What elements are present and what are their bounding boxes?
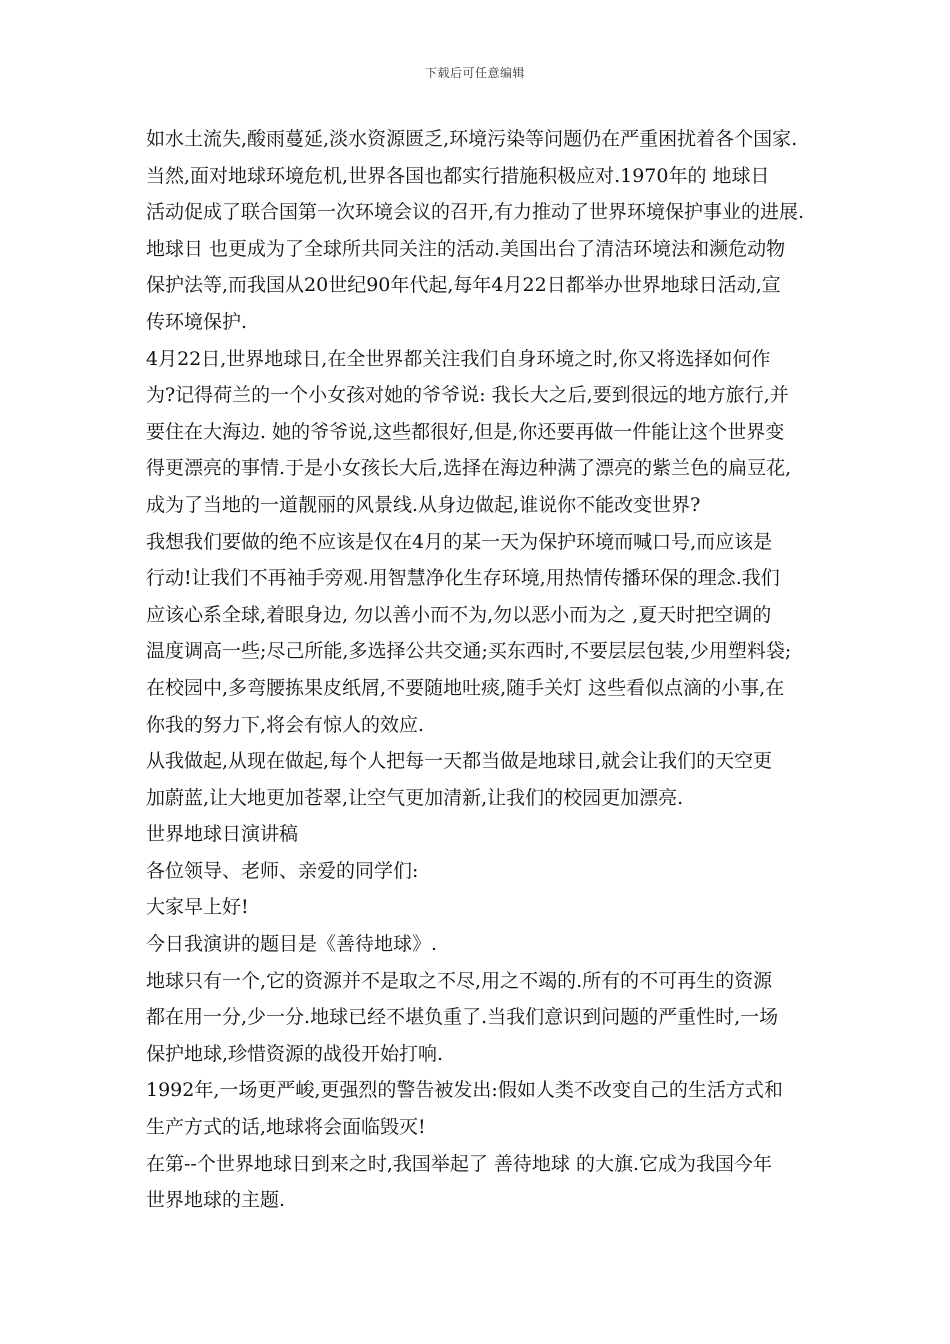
text-line: 世界地球的主题. <box>146 1189 286 1212</box>
text-line: 我想我们要做的绝不应该是仅在4月的某一天为保护环境而喊口号,而应该是 <box>146 530 773 553</box>
text-line: 今日我演讲的题目是《善待地球》. <box>146 933 438 956</box>
text-line: 保护地球,珍惜资源的战役开始打响. <box>146 1042 444 1065</box>
text-line: 4月22日,世界地球日,在全世界都关注我们自身环境之时,你又将选择如何作 <box>146 347 771 370</box>
text-line: 地球日 也更成为了全球所共同关注的活动.美国出台了清洁环境法和濒危动物 <box>146 237 786 260</box>
text-line: 成为了当地的一道靓丽的风景线.从身边做起,谁说你不能改变世界? <box>146 493 701 516</box>
text-line: 应该心系全球,着眼身边, 勿以善小而不为,勿以恶小而为之 ,夏天时把空调的 <box>146 603 772 626</box>
text-line: 从我做起,从现在做起,每个人把每一天都当做是地球日,就会让我们的天空更 <box>146 750 773 773</box>
text-line: 传环境保护. <box>146 310 248 333</box>
text-line: 生产方式的话,地球将会面临毁灭! <box>146 1116 426 1139</box>
text-line: 如水土流失,酸雨蔓延,淡水资源匮乏,环境污染等问题仍在严重困扰着各个国家. <box>146 128 798 150</box>
salutation-line: 各位领导、老师、亲爱的同学们: <box>146 859 419 882</box>
text-line: 为?记得荷兰的一个小女孩对她的爷爷说: 我长大之后,要到很远的地方旅行,并 <box>146 384 789 407</box>
text-line: 要住在大海边. 她的爷爷说,这些都很好,但是,你还要再做一件能让这个世界变 <box>146 420 785 443</box>
text-line: 在校园中,多弯腰拣果皮纸屑,不要随地吐痰,随手关灯 这些看似点滴的小事,在 <box>146 676 785 699</box>
text-line: 在第--个世界地球日到来之时,我国举起了 善待地球 的大旗.它成为我国今年 <box>146 1152 772 1175</box>
text-line: 都在用一分,少一分.地球已经不堪负重了.当我们意识到问题的严重性时,一场 <box>146 1006 779 1029</box>
document-body <box>146 121 822 1219</box>
text-line: 保护法等,而我国从20世纪90年代起,每年4月22日都举办世界地球日活动,宣 <box>146 274 781 297</box>
text-line: 温度调高一些;尽己所能,多选择公共交通;买东西时,不要层层包装,少用塑料袋; <box>146 640 792 663</box>
text-line: 你我的努力下,将会有惊人的效应. <box>146 713 425 736</box>
text-line: 行动!让我们不再袖手旁观.用智慧净化生存环境,用热情传播环保的理念.我们 <box>146 567 780 590</box>
section-heading: 世界地球日演讲稿 <box>146 823 299 846</box>
text-line: 地球只有一个,它的资源并不是取之不尽,用之不竭的.所有的不可再生的资源 <box>146 969 773 992</box>
text-line: 当然,面对地球环境危机,世界各国也都实行措施积极应对.1970年的 地球日 <box>146 164 770 187</box>
text-line: 得更漂亮的事情.于是小女孩长大后,选择在海边种满了漂亮的紫兰色的扁豆花, <box>146 457 792 480</box>
page-header-note: 下载后可任意编辑 <box>424 66 525 80</box>
text-line: 1992年,一场更严峻,更强烈的警告被发出:假如人类不改变自己的生活方式和 <box>146 1079 783 1102</box>
text-line: 活动促成了联合国第一次环境会议的召开,有力推动了世界环境保护事业的进展. <box>146 201 805 224</box>
greeting-line: 大家早上好! <box>146 896 249 919</box>
text-line: 加蔚蓝,让大地更加苍翠,让空气更加清新,让我们的校园更加漂亮. <box>146 786 684 809</box>
